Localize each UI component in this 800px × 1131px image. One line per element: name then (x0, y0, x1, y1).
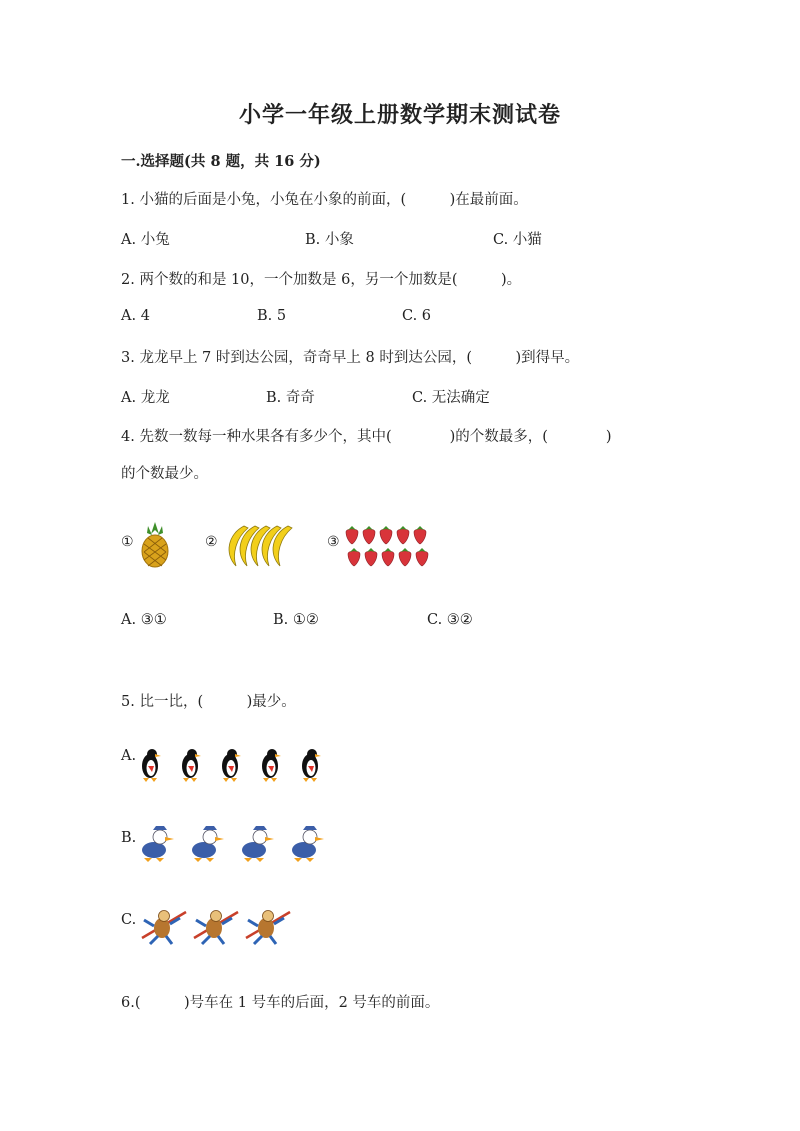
q5-label-b: B. (121, 830, 137, 846)
strawberry-icon (382, 548, 394, 566)
marker-3: ③ (327, 534, 340, 550)
marker-1: ① (121, 534, 134, 550)
strawberries-image (344, 526, 434, 570)
q5-label-a: A. (121, 748, 137, 764)
question-2: 2. 两个数的和是 10，一个加数是 6，另一个加数是( )。 (121, 272, 522, 288)
monkey-icon (142, 911, 186, 945)
strawberry-icon (365, 548, 377, 566)
question-4-line-2: 的个数最少。 (121, 466, 208, 482)
question-5: 5. 比一比，( )最少。 (121, 694, 296, 710)
question-6: 6.( )号车在 1 号车的后面，2 号车的前面。 (121, 995, 440, 1011)
q2-option-b: B. 5 (257, 308, 287, 324)
q5-label-c: C. (121, 912, 137, 928)
penguin-icon (302, 749, 321, 782)
strawberry-icon (348, 548, 360, 566)
monkey-icon (246, 911, 290, 945)
q1-option-b: B. 小象 (305, 232, 354, 248)
q3-option-a: A. 龙龙 (121, 390, 170, 406)
monkey-icon (194, 911, 238, 945)
question-1: 1. 小猫的后面是小兔，小兔在小象的前面，( )在最前面。 (121, 192, 528, 208)
section-heading: 一.选择题(共 8 题，共 16 分) (121, 153, 321, 170)
monkeys-image (142, 908, 302, 946)
strawberry-icon (399, 548, 411, 566)
strawberry-icon (380, 526, 392, 544)
question-3: 3. 龙龙早上 7 时到达公园，奇奇早上 8 时到达公园，( )到得早。 (121, 350, 580, 366)
strawberry-icon (363, 526, 375, 544)
ducks-image (138, 826, 338, 864)
penguins-image (134, 746, 334, 784)
q3-option-b: B. 奇奇 (266, 390, 315, 406)
q4-option-a: A. ③① (121, 612, 167, 628)
marker-2: ② (205, 534, 218, 550)
pineapple-image (138, 520, 172, 568)
duck-icon (242, 826, 274, 862)
q4-option-b: B. ①② (273, 612, 319, 628)
strawberry-icon (414, 526, 426, 544)
strawberry-icon (416, 548, 428, 566)
q2-option-c: C. 6 (402, 308, 432, 324)
page-title: 小学一年级上册数学期末测试卷 (238, 102, 561, 128)
duck-icon (192, 826, 224, 862)
q3-option-c: C. 无法确定 (412, 390, 490, 406)
penguin-icon (142, 749, 161, 782)
penguin-icon (262, 749, 281, 782)
duck-icon (142, 826, 174, 862)
strawberry-icon (397, 526, 409, 544)
penguin-icon (222, 749, 241, 782)
duck-icon (292, 826, 324, 862)
question-4-line-1: 4. 先数一数每一种水果各有多少个，其中( )的个数最多，( ) (121, 429, 612, 445)
q1-option-a: A. 小兔 (121, 232, 170, 248)
q2-option-a: A. 4 (121, 308, 150, 324)
penguin-icon (182, 749, 201, 782)
strawberry-icon (346, 526, 358, 544)
q4-option-c: C. ③② (427, 612, 473, 628)
bananas-image (222, 524, 298, 568)
q1-option-c: C. 小猫 (493, 232, 542, 248)
